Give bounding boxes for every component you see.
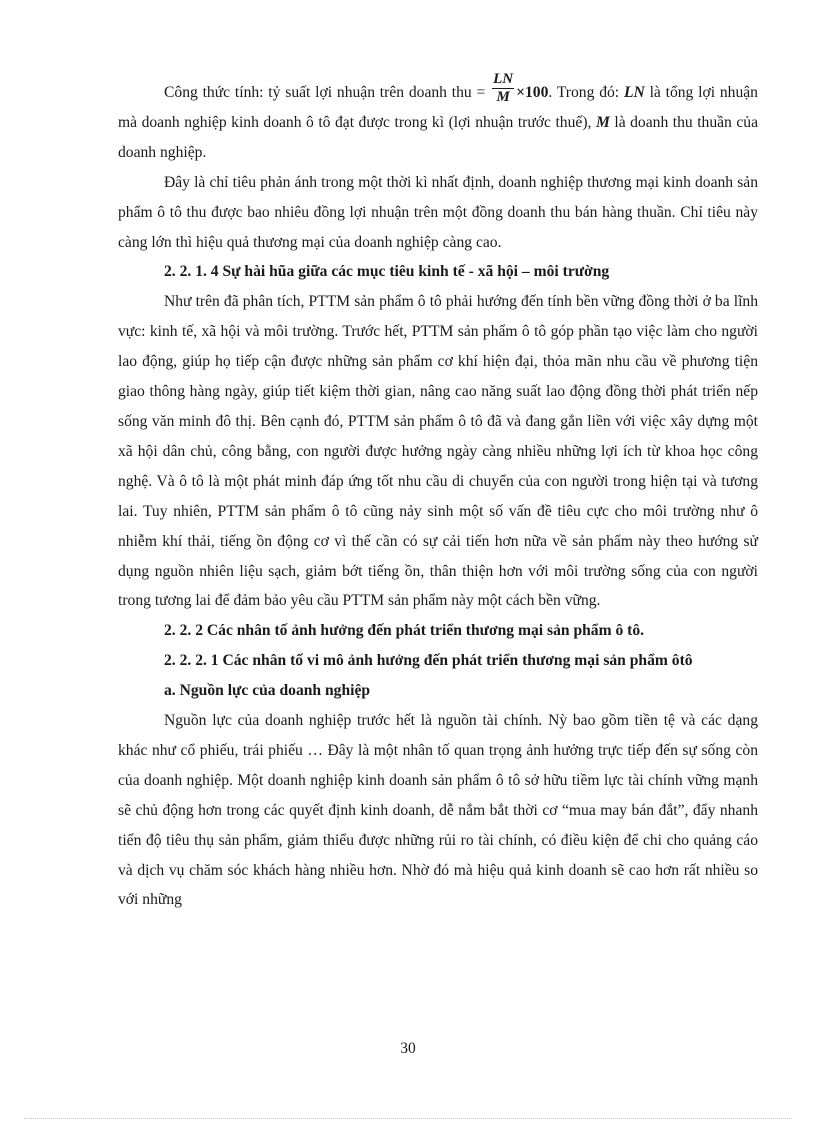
formula-numerator: LN — [493, 70, 514, 87]
heading-2-2-2: 2. 2. 2 Các nhân tố ảnh hưởng đến phát triển thương mại sản phẩm ô tô. — [164, 622, 645, 640]
formula-m-var: M — [595, 113, 610, 131]
formula-intro: Công thức tính: tỷ suất lợi nhuận trên doanh thu = — [164, 84, 486, 101]
formula-ln-desc: là tổng lợi nhuận mà doanh nghiệp kinh doanh ô tô đạt được trong kì (lợi nhuận trước thuế), — [118, 84, 758, 131]
page-number: 30 — [400, 1040, 416, 1057]
formula-denominator: M — [496, 88, 510, 105]
formula-after: . Trong đó: — [548, 84, 620, 101]
formula-multiplier: ×100 — [516, 84, 549, 101]
heading-2-2-2-1: 2. 2. 2. 1 Các nhân tố vi mô ảnh hưởng đến phát triển thương mại sản phẩm ôtô — [164, 652, 693, 670]
heading-a: a. Nguồn lực của doanh nghiệp — [164, 682, 371, 700]
formula-ln-var: LN — [623, 84, 645, 101]
page-content — [118, 70, 759, 915]
paragraph-1: Đây là chỉ tiêu phản ánh trong một thời kì nhất định, doanh nghiệp thương mại kinh doanh sản phẩm ô tô thu được bao nhiêu đồng lợi nhuận trên một đồng doanh thu bán hàng thuần. Chỉ tiêu này càng lớn thì hiệu quả thương mại của doanh nghiệp càng cao. — [118, 173, 758, 251]
formula-m-desc: là doanh thu thuần của doanh nghiệp. — [118, 113, 759, 161]
heading-2-2-1-4: 2. 2. 1. 4 Sự hài hũa giữa các mục tiêu kinh tế - xã hội – môi trường — [164, 263, 610, 281]
page-bottom-divider — [24, 1118, 792, 1119]
paragraph-3: Nguồn lực của doanh nghiệp trước hết là nguồn tài chính. Nỳ bao gồm tiền tệ và các dạng khác như cổ phiếu, trái phiếu … Đây là một nhân tố quan trọng ảnh hưởng trực tiếp đến sự sống còn của doanh nghiệp. Một doanh nghiệp kinh doanh sản phẩm ô tô sở hữu tiềm lực tài chính vững mạnh sẽ chủ động hơn trong các quyết định kinh doanh, dễ nắm bắt thời cơ “mua may bán đắt”, đẩy nhanh tiến độ tiêu thụ sản phẩm, giảm thiểu được những rủi ro tài chính, có điều kiện để chi cho quảng cáo và dịch vụ chăm sóc khách hàng nhiều hơn. Nhờ đó mà hiệu quả kinh doanh sẽ cao hơn rất nhiều so với những — [118, 712, 758, 909]
formula-fraction — [492, 71, 514, 106]
formula-paragraph — [118, 70, 759, 168]
paragraph-2: Như trên đã phân tích, PTTM sản phẩm ô tô phải hướng đến tính bền vững đồng thời ở ba lĩnh vực: kinh tế, xã hội và môi trường. Trước hết, PTTM sản phẩm ô tô góp phần tạo việc làm cho người lao động, giúp họ tiếp cận được những sản phẩm cơ khí hiện đại, thỏa mãn nhu cầu về phương tiện giao thông hàng ngày, giúp tiết kiệm thời gian, nâng cao năng suất lao động đồng thời phát triển nếp sống văn minh đô thị. Bên cạnh đó, PTTM sản phẩm ô tô đã và đang gắn liền với việc xây dựng một xã hội dân chủ, công bằng, con người được hưởng ngày càng nhiều những lợi ích từ khoa học công nghệ. Và ô tô là một phát minh đáp ứng tốt nhu cầu di chuyển của con người trong hiện tại và tương lai. Tuy nhiên, PTTM sản phẩm ô tô cũng nảy sinh một số vấn đề tiêu cực cho môi trường như ô nhiễm khí thải, tiếng ồn động cơ vì thế cần có sự cải tiến hơn nữa về sản phẩm này theo hướng sử dụng nguồn nhiên liệu sạch, giảm bớt tiếng ồn, thân thiện hơn với môi trường sống của con người trong tương lai để đảm bảo yêu cầu PTTM sản phẩm này một cách bền vững. — [118, 293, 758, 610]
